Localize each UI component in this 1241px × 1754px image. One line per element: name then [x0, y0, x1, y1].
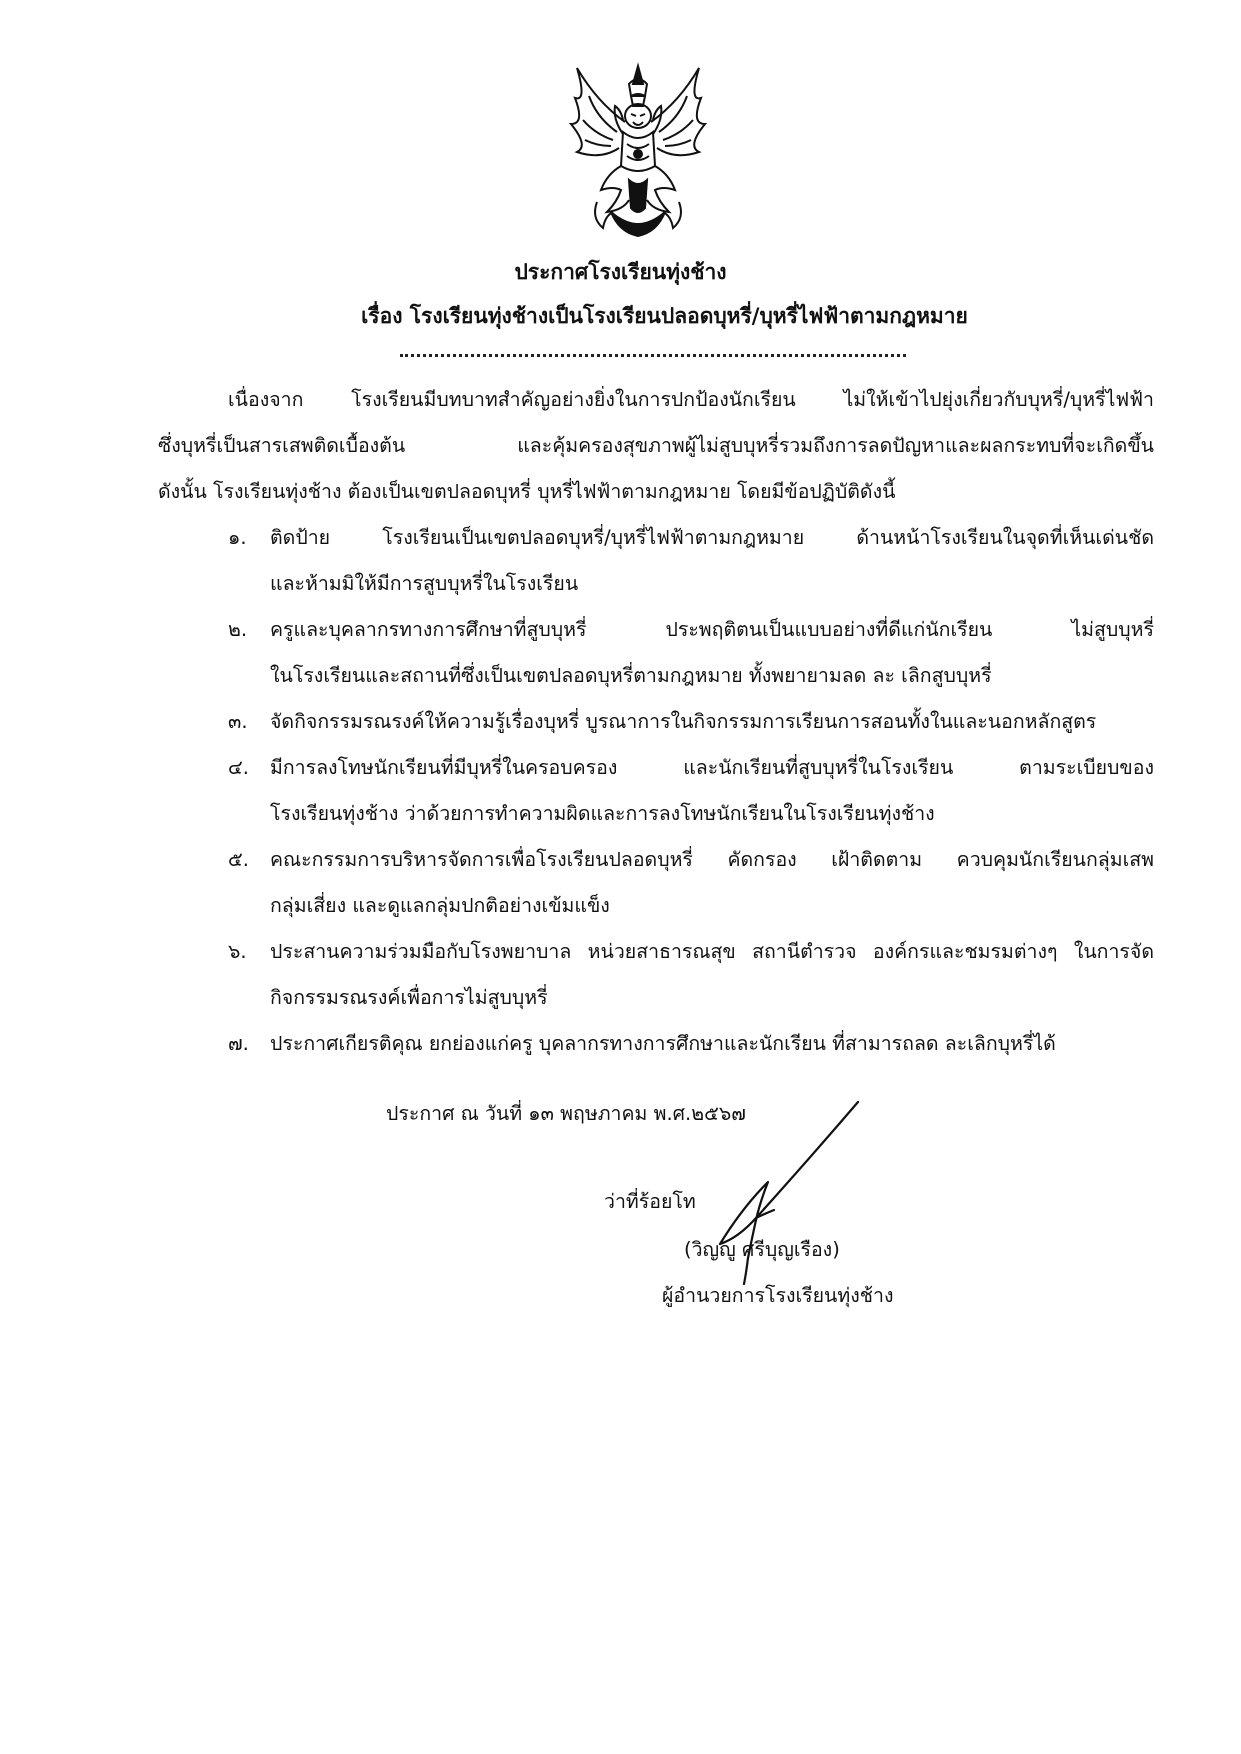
announcement-title: ประกาศโรงเรียนทุ่งช้าง: [514, 260, 727, 284]
announcement-date: ประกาศ ณ วันที่ ๑๓ พฤษภาคม พ.ศ.๒๕๖๗: [386, 1102, 746, 1125]
signer-name: (วิญญู ศรีบุญเรือง): [684, 1238, 840, 1261]
dotted-divider: [400, 354, 906, 357]
item-line: ครูและบุคลากรทางการศึกษาที่สูบบุหรี่ ประพฤติตนเป็นแบบอย่างที่ดีแก่นักเรียน ไม่สูบบุหรี่: [270, 618, 1154, 641]
item-line: โรงเรียนทุ่งช้าง ว่าด้วยการทำความผิดและการลงโทษนักเรียนในโรงเรียนทุ่งช้าง: [270, 802, 935, 825]
signer-position: ผู้อำนวยการโรงเรียนทุ่งช้าง: [662, 1284, 894, 1307]
item-line: ในโรงเรียนและสถานที่ซึ่งเป็นเขตปลอดบุหรี่ตามกฎหมาย ทั้งพยายามลด ละ เลิกสูบบุหรี่: [270, 664, 992, 687]
item-line: จัดกิจกรรมรณรงค์ให้ความรู้เรื่องบุหรี่ บูรณาการในกิจกรรมการเรียนการสอนทั้งในและนอกหลักสูตร: [270, 710, 1097, 733]
intro-line-2: ซึ่งบุหรี่เป็นสารเสพติดเบื้องต้น และคุ้มครองสุขภาพผู้ไม่สูบบุหรี่รวมถึงการลดปัญหาและผลกระทบที่จะเกิดขึ้น: [158, 434, 1154, 457]
item-number: ๖.: [228, 940, 247, 963]
intro-line-1: เนื่องจาก โรงเรียนมีบทบาทสำคัญอย่างยิ่งในการปกป้องนักเรียน ไม่ให้เข้าไปยุ่งเกี่ยวกับบุหรี่/บุหรี่ไฟฟ้า: [228, 388, 1154, 411]
garuda-emblem-icon: [567, 62, 709, 240]
item-line: และห้ามมิให้มีการสูบบุหรี่ในโรงเรียน: [270, 572, 579, 595]
item-line: คณะกรรมการบริหารจัดการเพื่อโรงเรียนปลอดบุหรี่ คัดกรอง เฝ้าติดตาม ควบคุมนักเรียนกลุ่มเสพ: [270, 848, 1154, 871]
item-line: กิจกรรมรณรงค์เพื่อการไม่สูบบุหรี่: [270, 986, 548, 1009]
announcement-subject: เรื่อง โรงเรียนทุ่งช้างเป็นโรงเรียนปลอดบุหรี่/บุหรี่ไฟฟ้าตามกฎหมาย: [361, 304, 968, 328]
item-number: ๗.: [228, 1032, 249, 1055]
item-line: ประสานความร่วมมือกับโรงพยาบาล หน่วยสาธารณสุข สถานีตำรวจ องค์กรและชมรมต่างๆ ในการจัด: [270, 940, 1154, 963]
intro-line-3: ดังนั้น โรงเรียนทุ่งช้าง ต้องเป็นเขตปลอดบุหรี่ บุหรี่ไฟฟ้าตามกฎหมาย โดยมีข้อปฏิบัติดังนี้: [158, 480, 896, 503]
item-number: ๔.: [228, 756, 249, 779]
item-number: ๕.: [228, 848, 249, 871]
item-number: ๒.: [228, 618, 248, 641]
item-line: กลุ่มเสี่ยง และดูแลกลุ่มปกติอย่างเข้มแข็ง: [270, 894, 610, 917]
item-line: ประกาศเกียรติคุณ ยกย่องแก่ครู บุคลากรทางการศึกษาและนักเรียน ที่สามารถลด ละเลิกบุหรี่ได้: [270, 1032, 1056, 1055]
item-line: ติดป้าย โรงเรียนเป็นเขตปลอดบุหรี่/บุหรี่ไฟฟ้าตามกฎหมาย ด้านหน้าโรงเรียนในจุดที่เห็นเด่นชัด: [270, 526, 1154, 549]
item-number: ๓.: [228, 710, 248, 733]
item-line: มีการลงโทษนักเรียนที่มีบุหรี่ในครอบครอง และนักเรียนที่สูบบุหรี่ในโรงเรียน ตามระเบียบของ: [270, 756, 1154, 779]
item-number: ๑.: [228, 526, 247, 549]
signer-rank: ว่าที่ร้อยโท: [604, 1190, 696, 1213]
